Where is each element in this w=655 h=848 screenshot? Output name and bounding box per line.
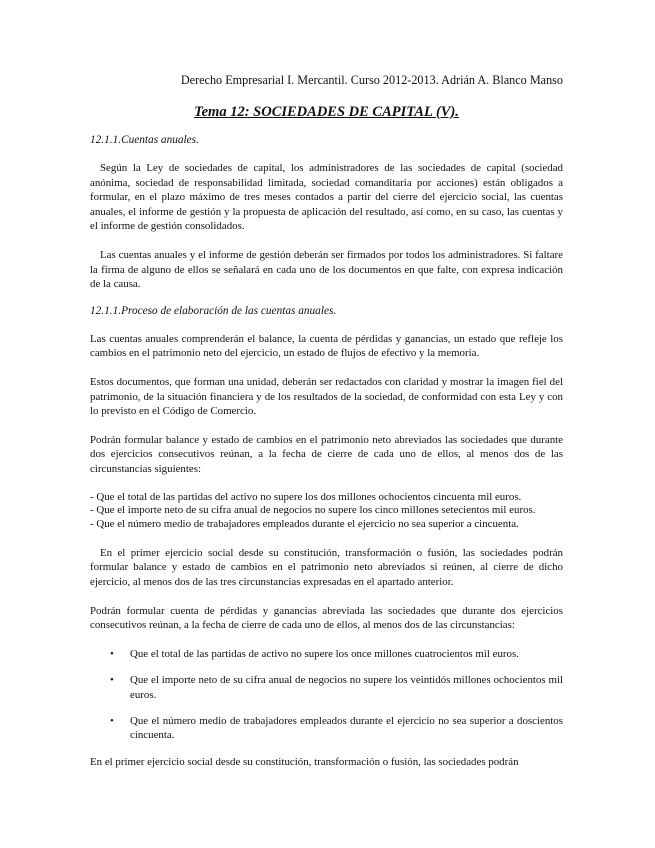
- list-item-text: Que el total de las partidas de activo no supere los once millones cuatrocientos mil euros.: [130, 647, 519, 660]
- paragraph: Estos documentos, que forman una unidad, deberán ser redactados con claridad y mostrar la imagen fiel del patrimonio, de la situación financiera y de los resultados de la sociedad, de conformidad con esta Ley y con lo previsto en el Código de Comercio.: [90, 375, 563, 418]
- list-item: [90, 714, 563, 743]
- section-heading-proceso-elaboracion: 12.1.1.Proceso de elaboración de las cuentas anuales.: [90, 304, 337, 317]
- paragraph: En el primer ejercicio social desde su constitución, transformación o fusión, las sociedades podrán: [90, 755, 519, 768]
- paragraph: Podrán formular cuenta de pérdidas y ganancias abreviada las sociedades que durante dos ejercicios consecutivos reúnan, a la fecha de cierre de cada uno de ellos, al menos dos de las circunstancias:: [90, 604, 563, 632]
- bullet-icon: •: [110, 674, 114, 687]
- paragraph: En el primer ejercicio social desde su constitución, transformación o fusión, las sociedades podrán formular balance y estado de cambios en el patrimonio neto abreviados si reúnen, al cierre de dicho ejercicio, al menos dos de las tres circunstancias expresadas en el apartado anterior.: [90, 546, 563, 589]
- list-item: [90, 673, 563, 702]
- list-item-text: Que el número medio de trabajadores empleados durante el ejercicio no sea superior a doscientos cincuenta.: [130, 715, 563, 742]
- paragraph: Según la Ley de sociedades de capital, los administradores de las sociedades de capital (sociedad anónima, sociedad de responsabilidad limitada, sociedad comanditaria por acciones) están obligados a formular, en el plazo máximo de tres meses contados a partir del cierre del ejercicio social, las cuentas anuales, el informe de gestión y la propuesta de aplicación del resultado, así como, en su caso, las cuentas y el informe de gestión consolidados.: [90, 162, 563, 233]
- running-header: Derecho Empresarial I. Mercantil. Curso 2012-2013. Adrián A. Blanco Manso: [180, 73, 563, 87]
- section-heading-cuentas-anuales: 12.1.1.Cuentas anuales.: [90, 134, 199, 146]
- page-title: Tema 12: SOCIEDADES DE CAPITAL (V).: [194, 104, 459, 120]
- paragraph: Las cuentas anuales comprenderán el balance, la cuenta de pérdidas y ganancias, un estado que refleje los cambios en el patrimonio neto del ejercicio, un estado de flujos de efectivo y la memoria.: [90, 332, 563, 360]
- list-item-text: Que el importe neto de su cifra anual de negocios no supere los veintidós millones ochocientos mil euros.: [130, 674, 563, 701]
- list-item: - Que el total de las partidas del activo no supere los dos millones ochocientos cincuenta mil euros.: [90, 490, 522, 503]
- list-item: - Que el número medio de trabajadores empleados durante el ejercicio no sea superior a cincuenta.: [90, 518, 519, 531]
- list-item: [90, 647, 563, 661]
- dash-list: [90, 491, 563, 532]
- document-page: [90, 72, 563, 769]
- bullet-list: [90, 647, 563, 743]
- paragraph: Las cuentas anuales y el informe de gestión deberán ser firmados por todos los administradores. Si faltare la firma de alguno de ellos se señalará en cada uno de los documentos en que falte, con expresa indicación de la causa.: [90, 248, 563, 291]
- paragraph: Podrán formular balance y estado de cambios en el patrimonio neto abreviados las sociedades que durante dos ejercicios consecutivos reúnan, a la fecha de cierre de cada uno de ellos, al menos dos de las circunstancias siguientes:: [90, 433, 563, 475]
- list-item: - Que el importe neto de su cifra anual de negocios no supere los cinco millones setecientos mil euros.: [90, 504, 536, 517]
- bullet-icon: •: [110, 715, 114, 728]
- bullet-icon: •: [110, 647, 114, 660]
